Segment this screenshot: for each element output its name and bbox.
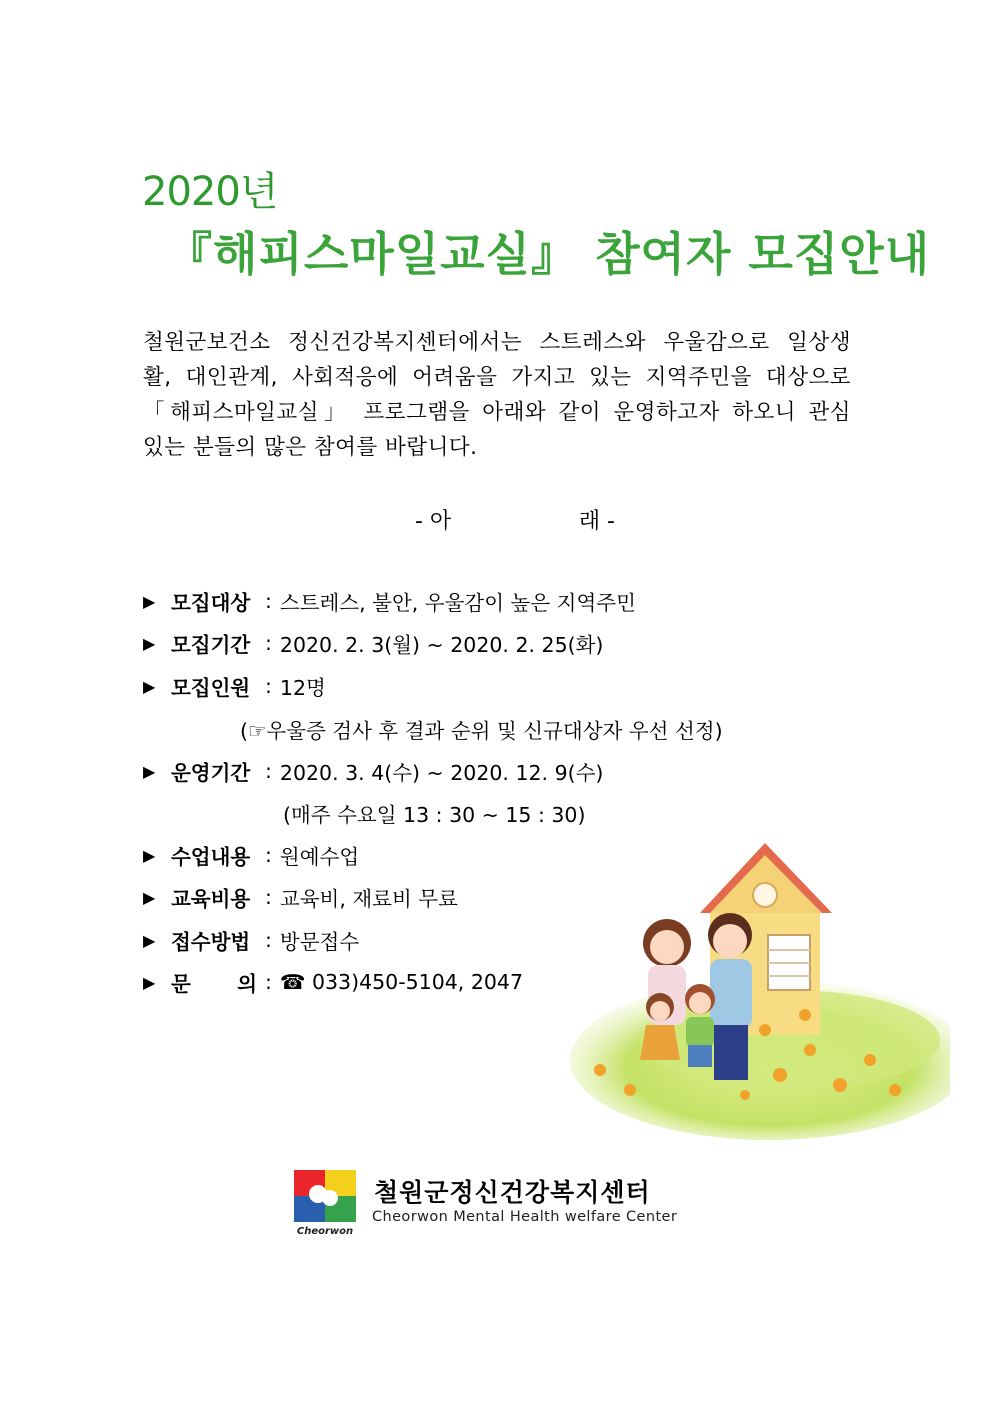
logo-text: Cheorwon bbox=[296, 1226, 354, 1237]
intro-line: 있는 분들의 많은 참여를 바랍니다. bbox=[143, 435, 478, 460]
detail-colon: : bbox=[265, 843, 272, 867]
detail-row-inquiry bbox=[143, 967, 523, 997]
bullet-icon: ▶ bbox=[143, 930, 156, 950]
detail-value: 방문접수 bbox=[279, 930, 360, 954]
arae-heading bbox=[415, 504, 615, 535]
detail-colon: : bbox=[265, 970, 272, 994]
detail-colon: : bbox=[265, 928, 272, 952]
detail-value: 교육비, 재료비 무료 bbox=[279, 887, 458, 911]
org-name: 철원군정신건강복지센터 bbox=[374, 1178, 651, 1207]
detail-value: 12명 bbox=[279, 676, 326, 700]
detail-row-count bbox=[143, 671, 326, 701]
year-heading: 2020년 bbox=[142, 169, 278, 215]
count-note: (☞우울증 검사 후 결과 순위 및 신규대상자 우선 선정) bbox=[240, 719, 723, 743]
detail-label: 수업내용 bbox=[171, 845, 251, 869]
intro-paragraph bbox=[143, 325, 851, 465]
detail-label: 접수방법 bbox=[171, 930, 251, 954]
intro-line: 활, 대인관계, 사회적응에 어려움을 가지고 있는 지역주민을 대상으로 bbox=[143, 365, 851, 390]
bullet-icon: ▶ bbox=[143, 633, 156, 653]
intro-line: 철원군보건소 정신건강복지센터에서는 스트레스와 우울감으로 일상생 bbox=[143, 330, 851, 355]
detail-row-operation bbox=[143, 756, 603, 786]
detail-label: 모집기간 bbox=[171, 633, 251, 657]
detail-value: 2020. 3. 4(수) ~ 2020. 12. 9(수) bbox=[279, 761, 604, 785]
detail-label: 모집대상 bbox=[171, 591, 251, 615]
detail-row-method bbox=[143, 925, 359, 955]
detail-row-cost bbox=[143, 882, 458, 912]
detail-colon: : bbox=[265, 759, 272, 783]
detail-value: 원예수업 bbox=[279, 845, 360, 869]
inquiry-label-b: 의 bbox=[237, 972, 257, 996]
org-name-english: Cheorwon Mental Health welfare Center bbox=[372, 1209, 678, 1225]
detail-colon: : bbox=[265, 674, 272, 698]
detail-colon: : bbox=[265, 631, 272, 655]
page-title: 『해피스마일교실』 참여자 모집안내 bbox=[166, 227, 931, 281]
bullet-icon: ▶ bbox=[143, 761, 156, 781]
detail-value: 2020. 2. 3(월) ~ 2020. 2. 25(화) bbox=[279, 633, 604, 657]
bullet-icon: ▶ bbox=[143, 845, 156, 865]
detail-label bbox=[171, 967, 257, 997]
bullet-icon: ▶ bbox=[143, 972, 156, 992]
bullet-icon: ▶ bbox=[143, 887, 156, 907]
bullet-icon: ▶ bbox=[143, 676, 156, 696]
center-logo bbox=[290, 1168, 360, 1238]
operation-note: (매주 수요일 13 : 30 ~ 15 : 30) bbox=[283, 803, 586, 827]
detail-colon: : bbox=[265, 589, 272, 613]
detail-row-period bbox=[143, 628, 603, 658]
arae-right: 래 - bbox=[578, 509, 615, 534]
detail-value: ☎ 033)450-5104, 2047 bbox=[279, 970, 523, 994]
detail-row-content bbox=[143, 840, 359, 870]
intro-line: 「해피스마일교실」 프로그램을 아래와 같이 운영하고자 하오니 관심 bbox=[143, 400, 851, 425]
family-house-illustration bbox=[540, 835, 950, 1145]
arae-left: - 아 bbox=[415, 509, 452, 534]
detail-colon: : bbox=[265, 885, 272, 909]
detail-row-target bbox=[143, 586, 636, 616]
inquiry-label-a: 문 bbox=[171, 972, 191, 996]
bullet-icon: ▶ bbox=[143, 591, 156, 611]
detail-value: 스트레스, 불안, 우울감이 높은 지역주민 bbox=[279, 591, 636, 615]
detail-label: 교육비용 bbox=[171, 887, 251, 911]
detail-label: 운영기간 bbox=[171, 761, 251, 785]
detail-label: 모집인원 bbox=[171, 676, 251, 700]
